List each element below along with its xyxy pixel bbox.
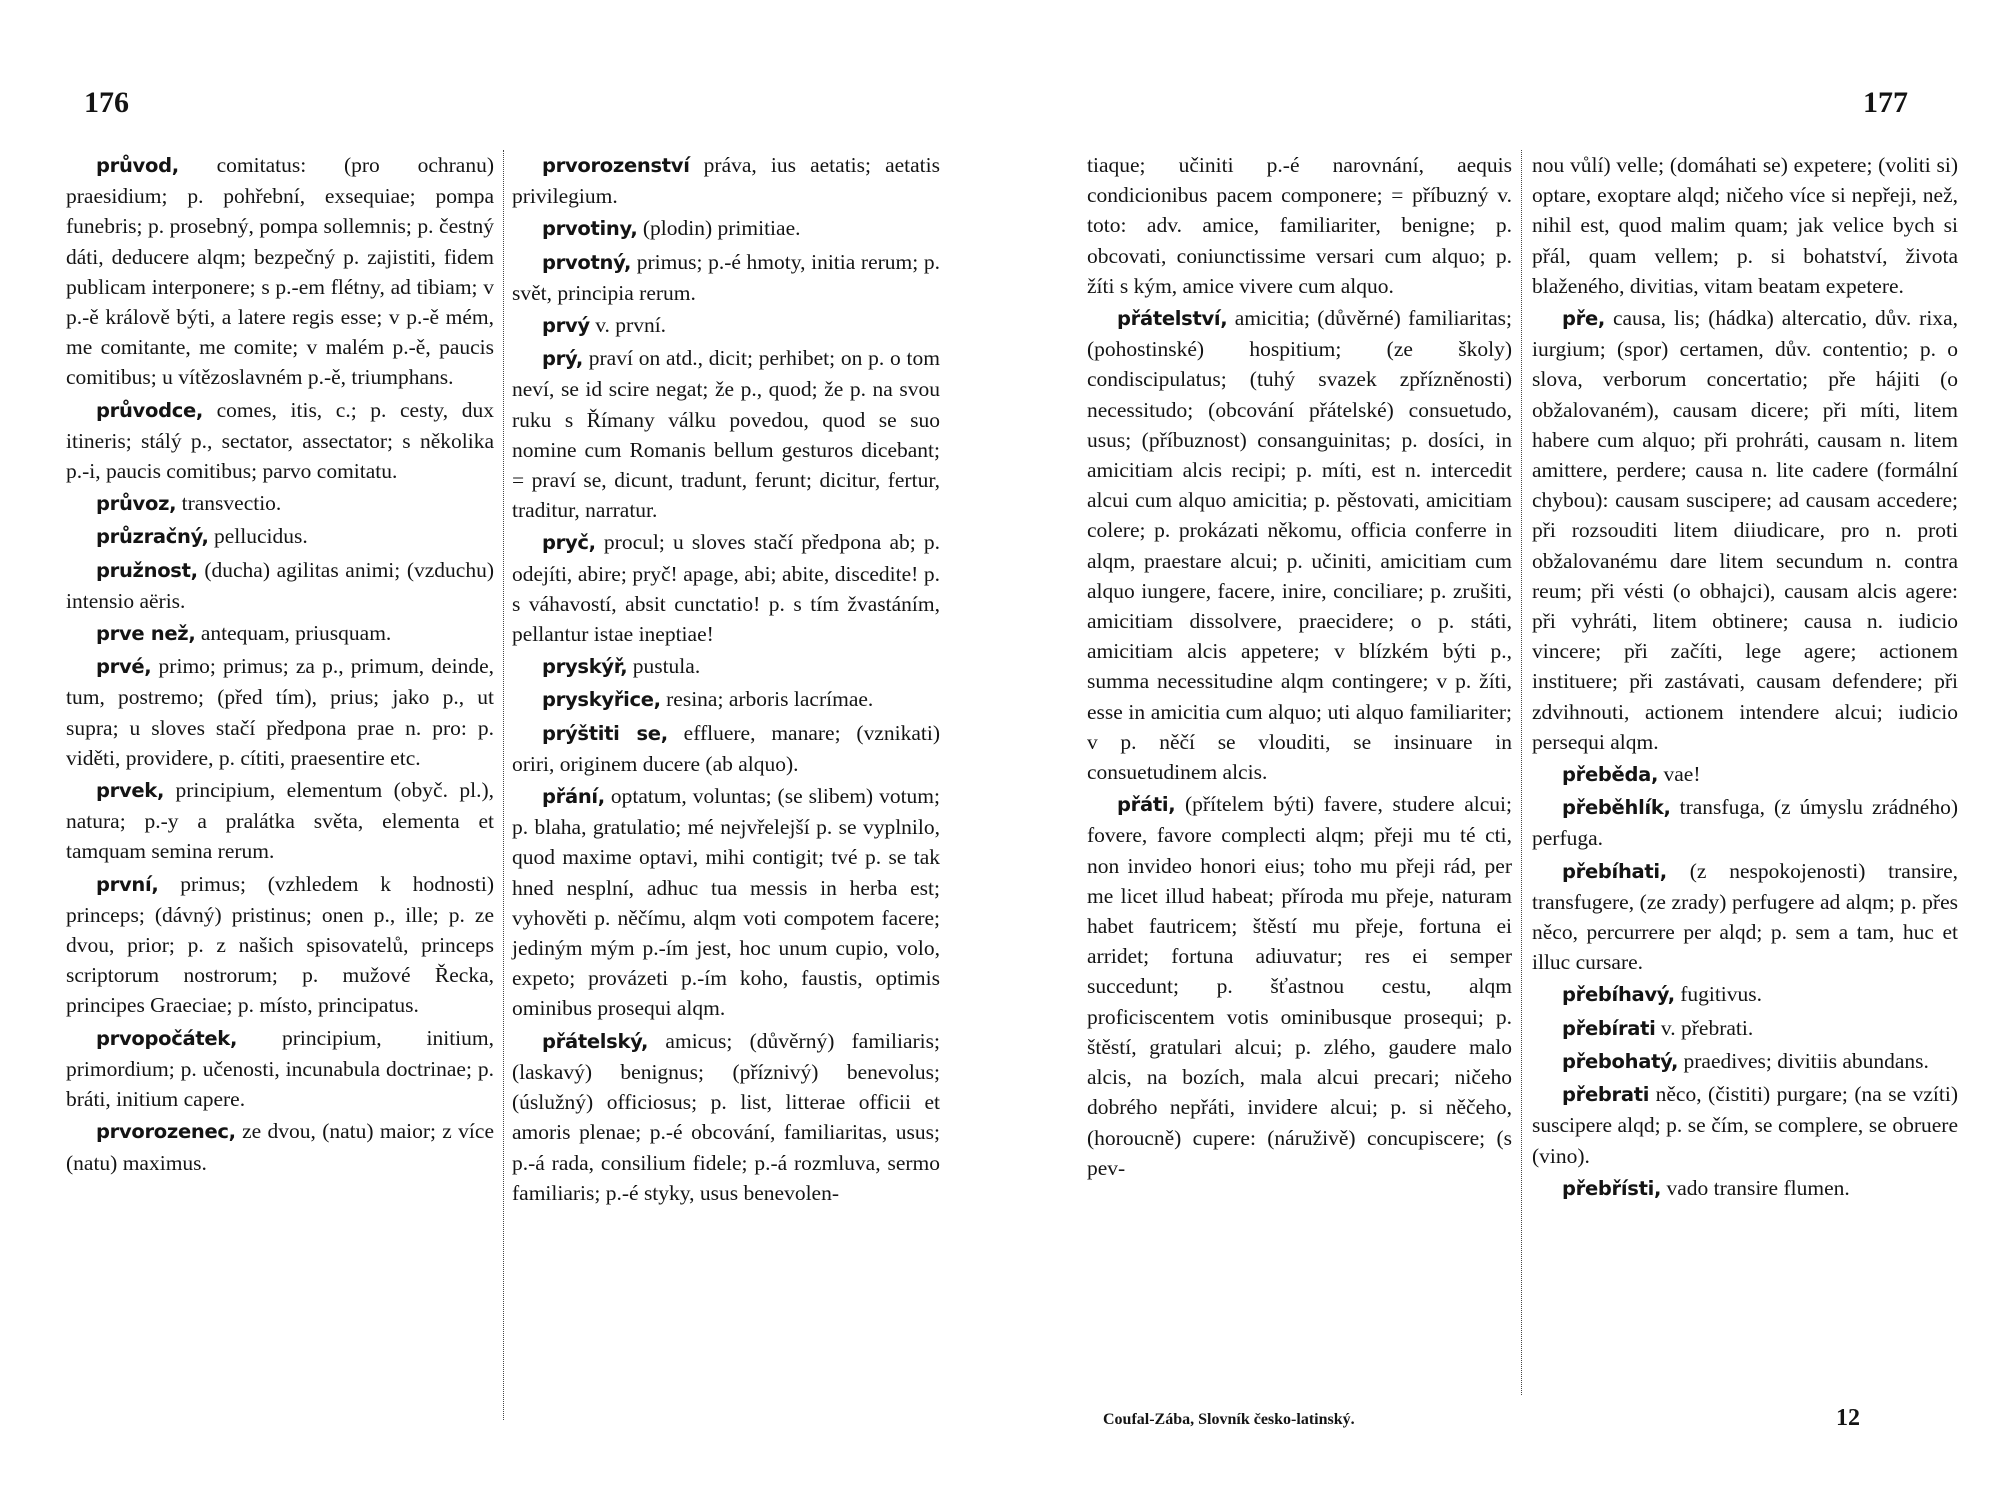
entry-headword: průvoz, — [96, 492, 177, 516]
entry-text: praedives; divitiis abundans. — [1678, 1048, 1929, 1073]
entry-text: transfuga, (z úmyslu zrádného) perfuga. — [1532, 795, 1958, 851]
entry-headword: prvé, — [96, 655, 152, 679]
entry-headword: přebírati — [1562, 1016, 1656, 1040]
dictionary-entry — [512, 343, 940, 525]
entry-headword: první, — [96, 872, 159, 896]
entry-text: tiaque; učiniti p.-é narovnání, aequis condicionibus pacem componere; = příbuzný v. toto: adv. amice, familiariter, benigne; p. obcovati, coniunctissime versari cum alquo; p. žíti s kým, amice vivere cum alquo. — [1087, 153, 1512, 298]
entry-text: nou vůlí) velle; (domáhati se) expetere; (voliti si) optare, exoptare alqd; ničeho více si nepřeji, než, nihil est, quod malim quam; jak velice bych si přál, quam vellem; p. si bohatství, života blaženého, divitias, vitam beatam expetere. — [1532, 153, 1958, 298]
entry-headword: prvopočátek, — [96, 1026, 238, 1050]
dictionary-entry — [512, 310, 940, 341]
dictionary-entry — [1532, 1046, 1958, 1077]
entry-headword: přeběda, — [1562, 763, 1659, 787]
entry-text: optatum, voluntas; (se slibem) votum; p. blaha, gratulatio; mé nejvřelejší p. se vyplnilo, quod maxime optavi, mihi contigit; tvé p. se tak hned nesplní, adhuc tua messis in herba est; vyhověti p. něčímu, alqm voti compotem facere; jediným mým p.-ím jest, hoc unum cupio, volo, expeto; provázeti p.-ím koho, faustis, optimis ominibus prosequi alqm. — [512, 784, 940, 1021]
entry-headword: přebrati — [1562, 1083, 1650, 1107]
dictionary-entry — [512, 718, 940, 779]
dictionary-entry — [1532, 303, 1958, 757]
entry-headword: prve než, — [96, 622, 196, 646]
dictionary-entry — [1532, 856, 1958, 978]
entry-text: transvectio. — [176, 491, 282, 516]
entry-headword: pře, — [1562, 307, 1606, 331]
entry-headword: přebíhati, — [1562, 859, 1667, 883]
entry-text: causa, lis; (hádka) altercatio, dův. rixa, iurgium; (spor) certamen, dův. contentio; p. o slova, verborum concertatio; pře hájiti (o obžalovaném), causam dicere; při míti, litem habere cum alquo; při prohráti, causam n. litem amittere, perdere; causa n. lite cadere (formální chybou): causam suscipere; ad causam accedere; při rozsouditi litem diiudicare, pro n. proti obžalovanému dare litem secundum n. contra reum; při vésti (o obhajci), causam alcis agere: při vyhráti, litem obtinere; causa n. iudicio vincere; při začíti, lege agere; actionem instituere; při zastávati, causam defendere; při zdvihnouti, actionem intendere alcui; iudicio persequi alqm. — [1532, 306, 1958, 754]
entry-text: procul; u sloves stačí předpona ab; p. odejíti, abire; pryč! apage, abi; abite, discedite! p. s váhavostí, absit cunctatio! p. s tím žvastáním, pellantur istae ineptiae! — [512, 530, 940, 647]
dictionary-entry — [512, 150, 940, 211]
dictionary-entry — [1532, 759, 1958, 790]
dictionary-entry — [512, 684, 940, 715]
signature-mark: 12 — [1836, 1405, 1860, 1431]
dictionary-entry — [512, 247, 940, 308]
entry-text: vado transire flumen. — [1661, 1175, 1850, 1200]
entry-text: něco, (čistiti) purgare; (na se vzíti) suscipere alqd; p. se čím, se complere, se obruere (vino). — [1532, 1082, 1958, 1168]
entry-text: ze dvou, (natu) maior; z více (natu) maximus. — [66, 1119, 494, 1175]
page-number-left: 176 — [84, 86, 129, 119]
entry-headword: prvotný, — [542, 250, 632, 274]
entry-text: principium, elementum (obyč. pl.), natura; p.-y a pralátka světa, elementa et tamquam semina rerum. — [66, 778, 494, 864]
dictionary-entry — [66, 555, 494, 616]
entry-headword: přání, — [542, 785, 605, 809]
dictionary-entry — [66, 521, 494, 552]
dictionary-entry — [1532, 979, 1958, 1010]
dictionary-entry — [512, 1026, 940, 1208]
entry-text: antequam, priusquam. — [195, 621, 392, 646]
dictionary-entry — [1087, 303, 1512, 787]
entry-headword: přátelství, — [1117, 307, 1228, 331]
dictionary-entry — [66, 488, 494, 519]
entry-text: (přítelem býti) favere, studere alcui; fovere, favore complecti alqm; přeji mu té cti, non invideo honori eius; toho mu přeji rád, per me licet illud habeat; příroda mu přeje, naturam habet fautricem; štěstí mu přeje, fortuna ei arridet; fortuna adiuvatur; res ei semper succedunt; p. šťastnou cestu, alqm proficiscentem votis ominibusque prosequi; p. štěstí, gratulari alcui; p. zlého, gaudere malo alcis, na bozích, mala alcui precari; ničeho dobrého nepřáti, invidere alcui; p. si něčeho, (horoucně) cupere: (náruživě) concupiscere; (s pev- — [1087, 792, 1512, 1180]
entry-headword: prvorozenec, — [96, 1120, 236, 1144]
entry-text: primo; primus; za p., primum, deinde, tum, postremo; (před tím), prius; jako p., ut supra; u sloves stačí předpona prae n. pro: p. viděti, providere, p. cítiti, praesentire etc. — [66, 654, 494, 770]
dictionary-entry — [512, 781, 940, 1024]
entry-text: v. první. — [589, 313, 667, 338]
entry-text: práva, ius aetatis; aetatis privilegium. — [512, 153, 940, 209]
entry-headword: přeběhlík, — [1562, 796, 1671, 820]
entry-headword: přáti, — [1117, 793, 1176, 817]
entry-headword: prvek, — [96, 779, 165, 803]
entry-text: primus; p.-é hmoty, initia rerum; p. svět, principia rerum. — [512, 249, 940, 305]
entry-headword: pružnost, — [96, 558, 198, 582]
dictionary-entry — [66, 869, 494, 1021]
entry-text: praví on atd., dicit; perhibet; on p. o tom neví, se id scire negat; že p., quod; že p. na svou ruku s Římany válku povedou, quod se suo nomine cum Romanis bellum gesturos dicebant; = praví se, dicunt, tradunt, ferunt; dicitur, fertur, traditur, narratur. — [512, 346, 940, 523]
dictionary-entry — [66, 395, 494, 487]
entry-text: pustula. — [627, 654, 701, 679]
entry-headword: přebohatý, — [1562, 1049, 1679, 1073]
page-number-right: 177 — [1863, 86, 1908, 119]
entry-text: (z nespokojenosti) transire, transfugere, (ze zrady) perfugere ad alqm; p. přes něco, percurrere per alqd; p. sem a tam, huc et illuc cursare. — [1532, 858, 1958, 975]
entry-headword: pryč, — [542, 531, 596, 555]
entry-text: principium, initium, primordium; p. učenosti, incunabula doctrinae; p. bráti, initium capere. — [66, 1025, 494, 1112]
column-4 — [1532, 150, 1958, 1206]
entry-headword: přátelský, — [542, 1029, 649, 1053]
entry-text: (ducha) agilitas animi; (vzduchu) intensio aëris. — [66, 557, 494, 613]
entry-headword: prvorozenství — [542, 154, 690, 177]
entry-headword: pryskyřice, — [542, 688, 661, 712]
entry-headword: přebíhavý, — [1562, 983, 1675, 1007]
entry-text: pellucidus. — [208, 524, 308, 549]
entry-text: v. přebrati. — [1655, 1015, 1754, 1040]
entry-headword: prý, — [542, 347, 583, 371]
entry-headword: přebřísti, — [1562, 1176, 1662, 1200]
entry-text: primus; (vzhledem k hodnosti) princeps; (dávný) pristinus; onen p., ille; p. ze dvou, prior; p. z našich spisovatelů, princeps scriptorum nostrorum; p. mužové Řecka, principes Graeciae; p. místo, principatus. — [66, 871, 494, 1018]
dictionary-entry — [66, 1023, 494, 1115]
entry-headword: prvý — [542, 314, 590, 338]
entry-text: (plodin) primitiae. — [637, 216, 801, 241]
dictionary-entry — [1532, 1079, 1958, 1171]
entry-headword: prýštiti se, — [542, 721, 668, 745]
entry-text: resina; arboris lacrímae. — [660, 687, 874, 712]
dictionary-entry — [512, 213, 940, 244]
column-1 — [66, 150, 494, 1180]
entry-text: effluere, manare; (vznikati) oriri, originem ducere (ab alquo). — [512, 720, 940, 776]
column-2 — [512, 150, 940, 1210]
entry-headword: pryskýř, — [542, 655, 628, 679]
dictionary-entry — [66, 775, 494, 867]
dictionary-entry — [512, 651, 940, 682]
dictionary-entry — [1532, 792, 1958, 853]
dictionary-entry — [1087, 789, 1512, 1183]
entry-text: amicitia; (důvěrné) familiaritas; (pohostinské) hospitium; (ze školy) condiscipulatus; (tuhý svazek zpřízněnosti) necessitudo; (obcování přátelské) consuetudo, usus; (příbuznost) consanguinitas; p. dosíci, in amicitiam alcis recipi; p. míti, est n. intercedit alcui cum alquo amicitia; p. pěstovati, amicitiam colere; p. prokázati někomu, officia conferre in alqm, praestare alcui; p. učiniti, amicitiam cum alquo iungere, facere, inire, conciliare; p. zrušiti, amicitiam dissolvere, praecidere; o p. státi, amicitiam alcis appetere; v blízkém býti p., summa necessitudine alqm contingere; v p. žíti, esse in amicitia cum alquo; uti alquo familiariter; v p. něčí se vlouditi, se insinuare in consuetudinem alcis. — [1087, 306, 1512, 785]
dictionary-entry — [512, 527, 940, 649]
column-divider — [1521, 150, 1522, 1395]
entry-text: vae! — [1658, 762, 1701, 787]
dictionary-entry — [1532, 1013, 1958, 1044]
dictionary-entry — [1532, 1173, 1958, 1204]
entry-headword: průvodce, — [96, 398, 204, 422]
entry-text: amicus; (důvěrný) familiaris; (laskavý) benignus; (příznivý) benevolus; (úslužný) officiosus; p. list, litterae officii et amoris plenae; p.-é obcování, familiaritas, usus; p.-á rada, consilium fidele; p.-á rozmluva, sermo familiaris; p.-é styky, usus benevolen- — [512, 1028, 940, 1205]
entry-headword: průvod, — [96, 154, 179, 177]
column-divider — [503, 150, 504, 1420]
entry-text: comes, itis, c.; p. cesty, dux itineris; stálý p., sectator, assectator; s několika p.-i, paucis comitibus; parvo comitatu. — [66, 397, 494, 484]
entry-headword: prvotiny, — [542, 217, 638, 241]
dictionary-entry — [66, 1116, 494, 1177]
dictionary-entry — [66, 150, 494, 393]
printer-footer: Coufal-Zába, Slovník česko-latinský. — [1103, 1411, 1355, 1428]
dictionary-entry — [66, 618, 494, 649]
dictionary-entry — [1087, 150, 1512, 301]
dictionary-entry — [66, 651, 494, 773]
column-3 — [1087, 150, 1512, 1185]
entry-text: comitatus: (pro ochranu) praesidium; p. pohřební, exsequiae; pompa funebris; p. prosebný, pompa sollemnis; p. čestný dáti, deducere alqm; bezpečný p. zajistiti, fidem publicam interponere; s p.-em flétny, ad tibiam; v p.-ě králově býti, a latere regis esse; v p.-ě mém, me comitante, me comite; v malém p.-ě, paucis comitibus; u vítězoslavném p.-ě, triumphans. — [66, 153, 494, 390]
entry-text: fugitivus. — [1674, 982, 1763, 1007]
dictionary-entry — [1532, 150, 1958, 301]
entry-headword: průzračný, — [96, 525, 209, 549]
